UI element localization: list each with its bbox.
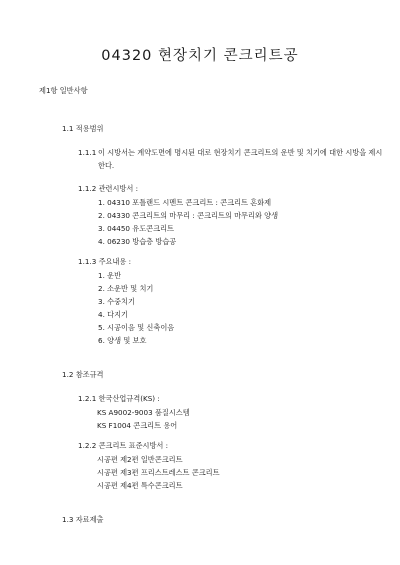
- list-item: 시공편 제2편 일반콘크리트: [97, 455, 183, 464]
- section-heading-1-2: 1.2 참조규격: [62, 370, 104, 379]
- list-item: 2. 소운반 및 치기: [98, 284, 154, 293]
- list-item: 시공편 제4편 특수콘크리트: [97, 481, 183, 490]
- section-heading-1-3: 1.3 자료제출: [62, 515, 104, 524]
- list-item: KS A9002-9003 품질시스템: [97, 408, 190, 417]
- subsection-heading-1-1-3: 1.1.3 주요내용 :: [78, 257, 132, 266]
- list-item: 1. 04310 포틀랜드 시멘트 콘크리트 : 콘크리트 혼화제: [98, 198, 272, 207]
- list-item: 3. 수중치기: [98, 297, 135, 306]
- list-item: 2. 04330 콘크리트의 마무리 : 콘크리트의 마무리와 양생: [98, 211, 279, 220]
- list-item: 6. 양생 및 보호: [98, 336, 147, 345]
- paragraph-text-1-1-1: 이 시방서는 계약도면에 명시된 대로 현장치기 콘크리트의 운반 및 치기에 대한 시방을 제시한다.: [98, 148, 383, 170]
- subsection-heading-1-2-1: 1.2.1 한국산업규격(KS) :: [78, 394, 160, 403]
- subsection-heading-1-2-2: 1.2.2 콘크리트 표준시방서 :: [78, 441, 169, 450]
- list-item: 3. 04450 유도콘크리트: [98, 224, 174, 233]
- list-item: 시공편 제3편 프리스트레스트 콘크리트: [97, 468, 220, 477]
- section-heading-1-1: 1.1 적용범위: [62, 124, 104, 133]
- paragraph-number-1-1-1: 1.1.1: [78, 148, 97, 157]
- document-title: 04320 현장치기 콘크리트공: [101, 48, 299, 64]
- list-item: 4. 06230 방습층 방습공: [98, 237, 177, 246]
- list-item: 1. 운반: [98, 271, 122, 280]
- list-item: 5. 시공이음 및 신축이음: [98, 323, 175, 332]
- list-item: 4. 다지기: [98, 310, 128, 319]
- chapter-heading: 제1항 일반사항: [39, 86, 88, 95]
- subsection-heading-1-1-2: 1.1.2 관련시방서 :: [78, 184, 138, 193]
- list-item: KS F1004 콘크리트 용어: [97, 421, 178, 430]
